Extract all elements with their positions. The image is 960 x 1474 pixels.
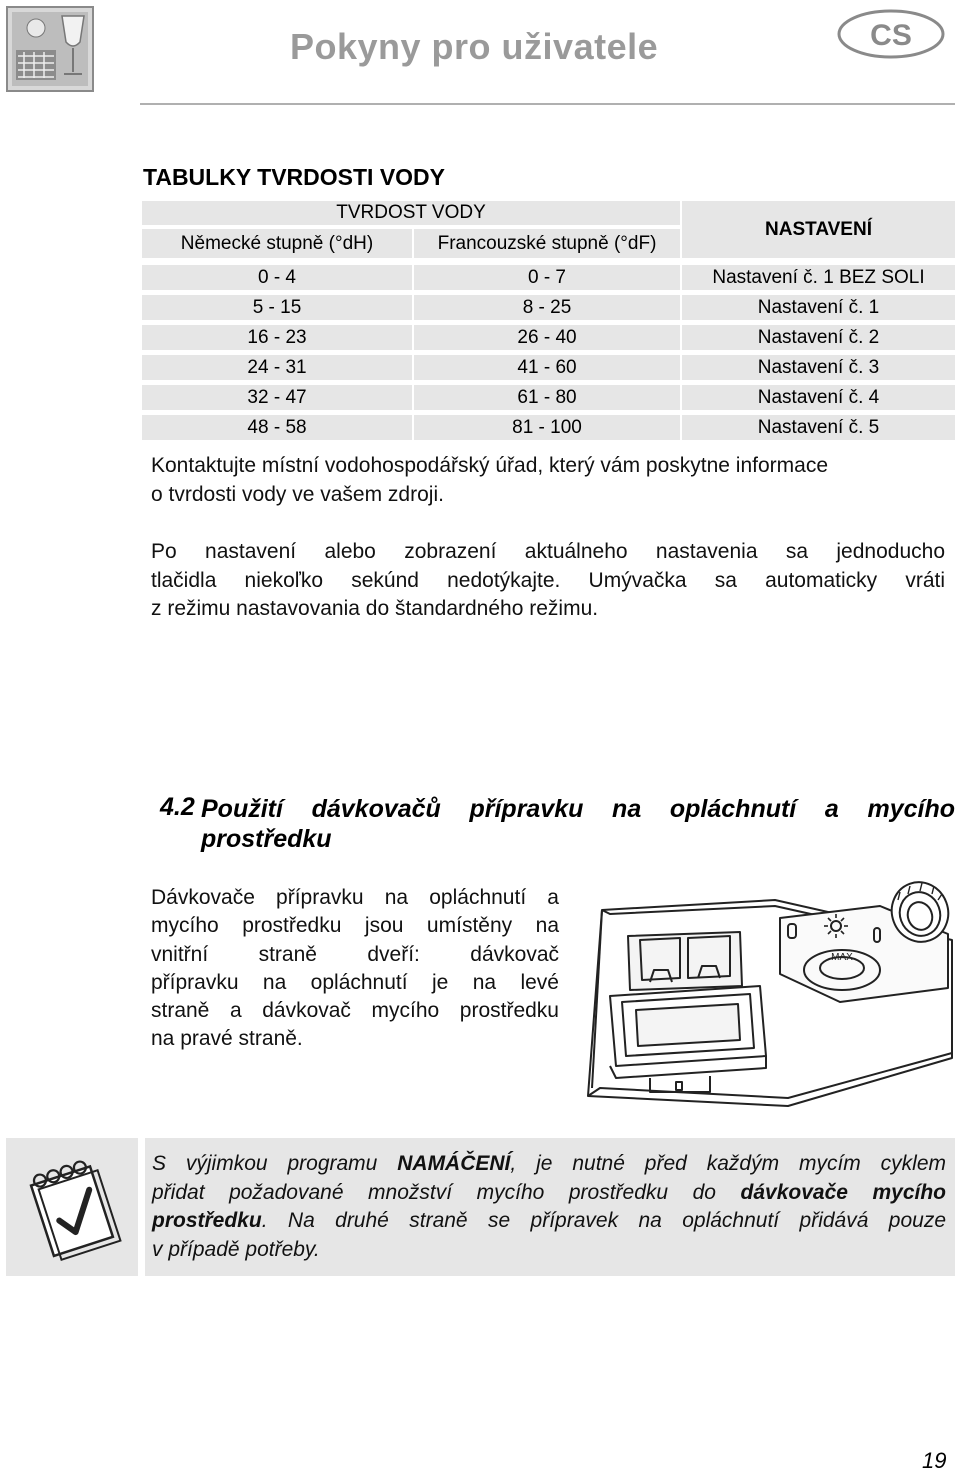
dispenser-text-line: straně a dávkovač mycího prostředku [151, 999, 559, 1023]
language-code: CS [870, 19, 912, 52]
dispenser-text-line: přípravku na opláchnutí je na levé [151, 970, 559, 994]
reset-note [151, 538, 945, 624]
note-text [152, 1150, 946, 1264]
contact-note-line: o tvrdosti vody ve vašem zdroji. [151, 482, 444, 506]
cell-df: 26 - 40 [414, 325, 680, 350]
table-header-df: Francouzské stupně (°dF) [414, 229, 680, 258]
note-text-part: S výjimkou programu [152, 1152, 398, 1175]
cell-df: 81 - 100 [414, 415, 680, 440]
subsection-title-continued: prostředku [201, 825, 332, 853]
cell-setting: Nastavení č. 4 [682, 385, 955, 410]
table-row [142, 355, 955, 380]
subsection-title: Použití dávkovačů přípravku na opláchnutí a mycího [201, 795, 955, 823]
section-title: TABULKY TVRDOSTI VODY [143, 164, 445, 190]
cell-setting: Nastavení č. 2 [682, 325, 955, 350]
table-header-dh: Německé stupně (°dH) [142, 229, 412, 258]
notepad-check-icon [6, 1138, 138, 1276]
note-text-bold: NAMÁČENÍ [397, 1152, 511, 1175]
dispenser-text-line: mycího prostředku jsou umístěny na [151, 914, 559, 938]
table-row [142, 295, 955, 320]
cell-df: 0 - 7 [414, 265, 680, 290]
header-divider [140, 103, 955, 105]
note-text-part: , je nutné před každým mycím cyklem [510, 1152, 946, 1175]
cell-setting: Nastavení č. 1 BEZ SOLI [682, 265, 955, 290]
dishwasher-logo-icon [6, 6, 94, 92]
dispenser-text-line: vnitřní straně dveří: dávkovač [151, 942, 559, 966]
contact-note-line: Kontaktujte místní vodohospodářský úřad, který vám poskytne informace [151, 454, 828, 477]
note-text-part: v případě potřeby. [152, 1237, 320, 1261]
cell-df: 41 - 60 [414, 355, 680, 380]
reset-note-line: Po nastavení alebo zobrazení aktuálneho nastavenia sa jednoducho [151, 540, 945, 563]
note-text-bold: dávkovače mycího [740, 1180, 946, 1204]
cell-setting: Nastavení č. 1 [682, 295, 955, 320]
reset-note-line: tlačidla niekoľko sekúnd nedotýkajte. Umývačka sa automaticky vráti [151, 568, 945, 592]
cell-dh: 32 - 47 [142, 385, 412, 410]
table-header-setting: NASTAVENÍ [682, 201, 955, 258]
table-group-header: TVRDOST VODY [142, 201, 680, 225]
note-text-part: . Na druhé straně se přípravek na opláchnutí přidává pouze [261, 1209, 946, 1232]
cell-df: 61 - 80 [414, 385, 680, 410]
note-icon-panel [6, 1138, 138, 1276]
cell-setting: Nastavení č. 3 [682, 355, 955, 380]
cell-setting: Nastavení č. 5 [682, 415, 955, 440]
cell-dh: 0 - 4 [142, 265, 412, 290]
cell-dh: 16 - 23 [142, 325, 412, 350]
table-row [142, 265, 955, 290]
contact-note [151, 452, 945, 509]
dispenser-description [151, 884, 559, 1054]
table-row [142, 385, 955, 410]
subsection-number: 4.2 [160, 793, 195, 821]
dispenser-text-line: na pravé straně. [151, 1027, 303, 1051]
dial-max-label: MAX [831, 952, 853, 963]
cell-dh: 24 - 31 [142, 355, 412, 380]
reset-note-line: z režimu nastavovania do štandardného režimu. [151, 597, 599, 620]
dispenser-illustration [580, 878, 955, 1110]
cell-dh: 5 - 15 [142, 295, 412, 320]
table-row [142, 325, 955, 350]
table-row [142, 415, 955, 440]
note-text-bold: prostředku [152, 1209, 262, 1232]
dispenser-text-line: Dávkovače přípravku na opláchnutí a [151, 886, 559, 909]
cell-df: 8 - 25 [414, 295, 680, 320]
language-badge [836, 8, 946, 60]
note-text-part: přidat požadované množství mycího prostředku do [152, 1180, 741, 1204]
page-header-title: Pokyny pro uživatele [290, 26, 659, 67]
cell-dh: 48 - 58 [142, 415, 412, 440]
page-number: 19 [922, 1448, 947, 1473]
